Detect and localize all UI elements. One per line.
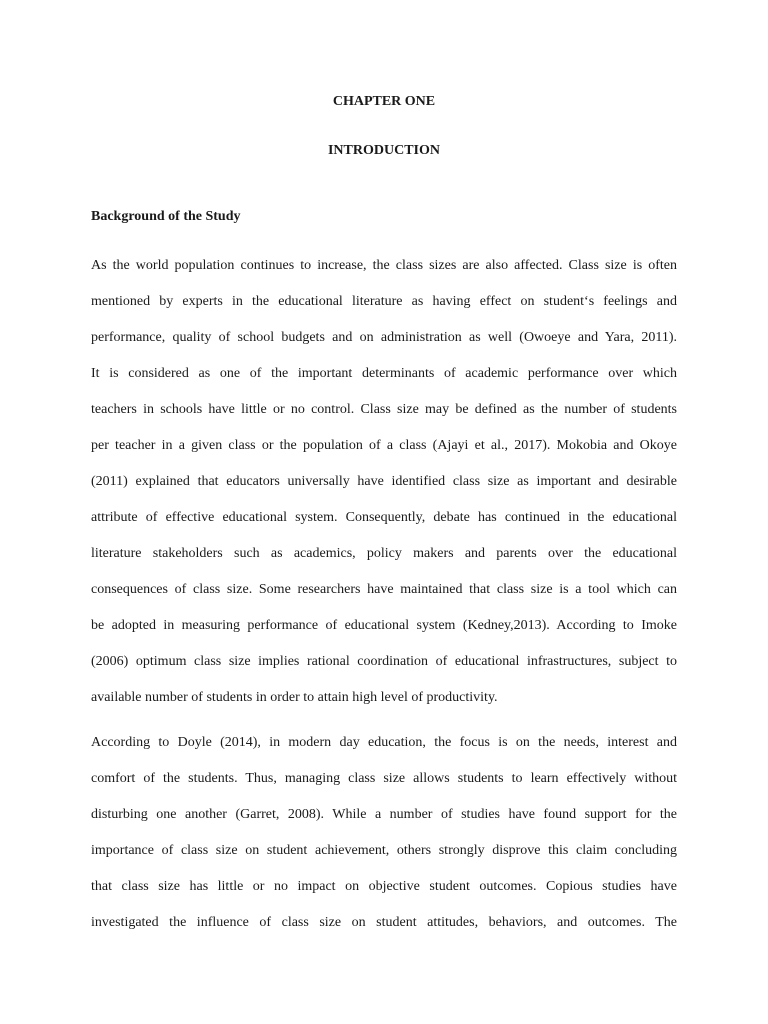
text-line: literature stakeholders such as academics, policy makers and parents over the educational	[91, 546, 677, 561]
text-line: that class size has little or no impact on objective student outcomes. Copious studies have	[91, 879, 677, 894]
text-line: It is considered as one of the important determinants of academic performance over which	[91, 366, 677, 381]
text-line: consequences of class size. Some researchers have maintained that class size is a tool which can	[91, 582, 677, 597]
paragraph-background	[91, 257, 677, 725]
chapter-heading: CHAPTER ONE	[332, 94, 436, 109]
section-heading: Background of the Study	[91, 209, 241, 224]
text-line: investigated the influence of class size on student attitudes, behaviors, and outcomes. The	[91, 915, 677, 930]
text-line: (2006) optimum class size implies rational coordination of educational infrastructures, subject to	[91, 654, 677, 669]
text-line: comfort of the students. Thus, managing class size allows students to learn effectively without	[91, 771, 677, 786]
text-line: performance, quality of school budgets and on administration as well (Owoeye and Yara, 2011).	[91, 330, 677, 345]
text-line: teachers in schools have little or no control. Class size may be defined as the number of students	[91, 402, 677, 417]
text-line: importance of class size on student achievement, others strongly disprove this claim concluding	[91, 843, 677, 858]
chapter-title: INTRODUCTION	[327, 143, 440, 158]
text-line: According to Doyle (2014), in modern day education, the focus is on the needs, interest and	[91, 735, 677, 750]
text-line: attribute of effective educational system. Consequently, debate has continued in the educational	[91, 510, 677, 525]
paragraph-doyle	[91, 734, 677, 950]
text-line: As the world population continues to increase, the class sizes are also affected. Class size is often	[91, 258, 677, 273]
text-line: available number of students in order to attain high level of productivity.	[91, 690, 498, 705]
text-line: per teacher in a given class or the population of a class (Ajayi et al., 2017). Mokobia and Okoye	[91, 438, 677, 453]
text-line: be adopted in measuring performance of educational system (Kedney,2013). According to Imoke	[91, 618, 677, 633]
text-line: (2011) explained that educators universally have identified class size as important and desirable	[91, 474, 677, 489]
text-line: mentioned by experts in the educational literature as having effect on student‘s feelings and	[91, 294, 677, 309]
text-line: disturbing one another (Garret, 2008). While a number of studies have found support for the	[91, 807, 677, 822]
